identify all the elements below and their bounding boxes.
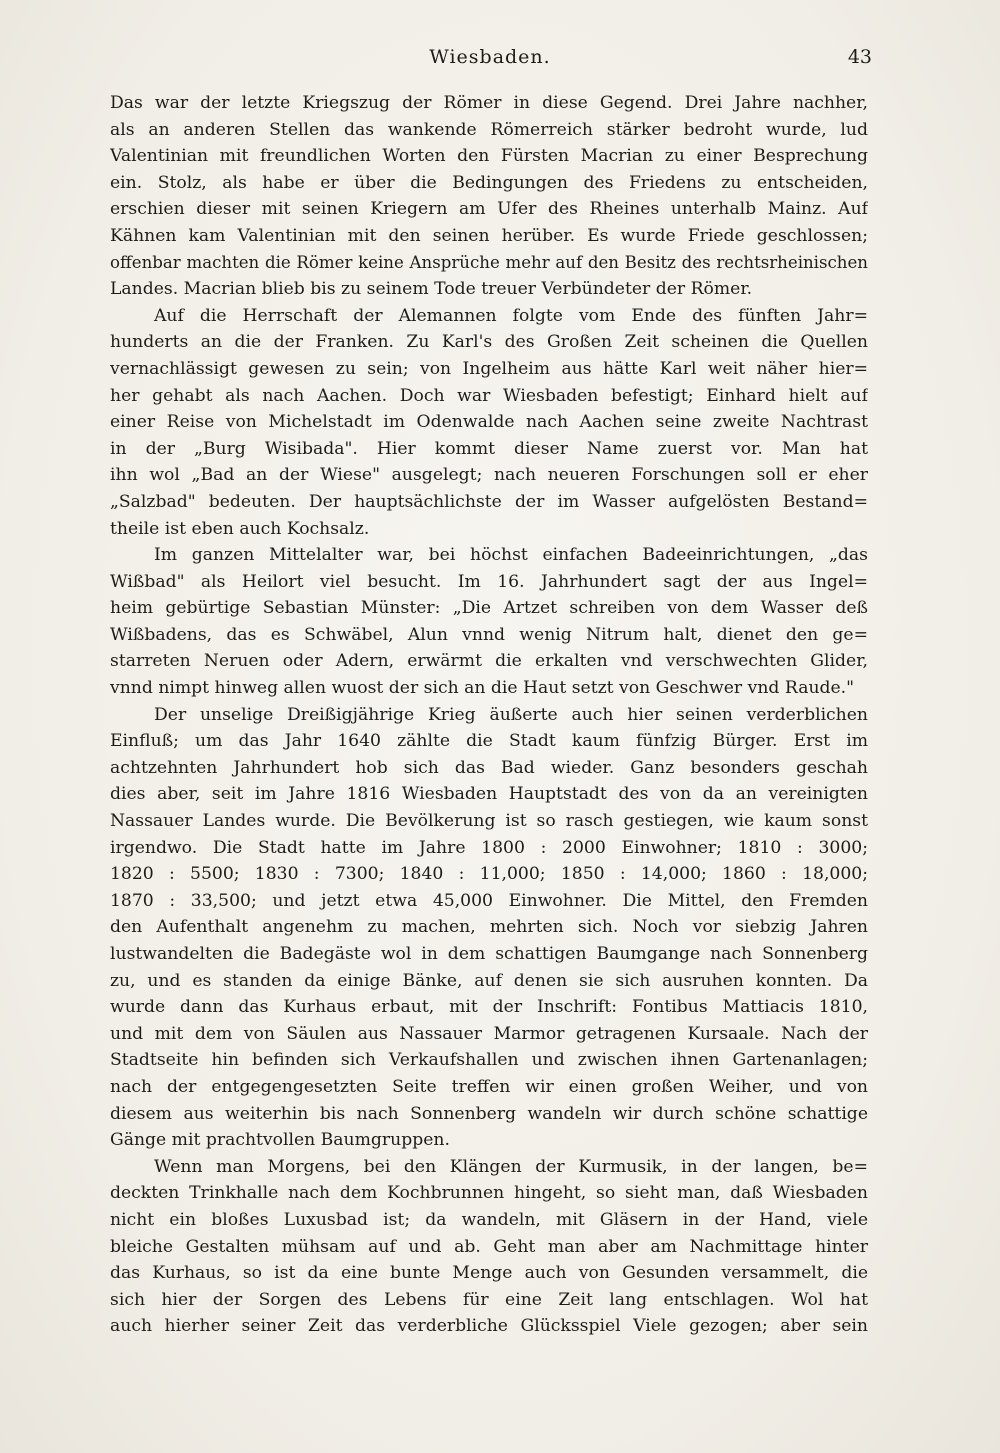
text-line: hunderts an die der Franken. Zu Karl's des Großen Zeit scheinen die Quellen	[110, 332, 868, 353]
text-line: einer Reise von Michelstadt im Odenwalde nach Aachen seine zweite Nachtrast	[110, 412, 868, 433]
page-number: 43	[847, 46, 872, 68]
text-line: lustwandelten die Badegäste wol in dem schattigen Baumgange nach Sonnenberg	[110, 944, 868, 964]
text-line: auch hierher seiner Zeit das verderbliche Glücksspiel Viele gezogen; aber sein	[110, 1316, 868, 1337]
text-line: vernachlässigt gewesen zu sein; von Ingelheim aus hätte Karl weit näher hier=	[110, 358, 868, 379]
text-line: bleiche Gestalten mühsam auf und ab. Geht man aber am Nachmittage hinter	[110, 1236, 868, 1257]
text-line: 1870 : 33,500; und jetzt etwa 45,000 Einwohner. Die Mittel, den Fremden	[110, 890, 868, 911]
text-line: in der „Burg Wisibada". Hier kommt dieser Name zuerst vor. Man hat	[110, 438, 868, 459]
text-line: her gehabt als nach Aachen. Doch war Wiesbaden befestigt; Einhard hielt auf	[110, 385, 868, 406]
text-line: das Kurhaus, so ist da eine bunte Menge auch von Gesunden versammelt, die	[110, 1263, 868, 1284]
text-line: ein. Stolz, als habe er über die Bedingungen des Friedens zu entscheiden,	[110, 172, 868, 193]
text-line: offenbar machten die Römer keine Ansprüche mehr auf den Besitz des rechtsrheinischen	[110, 252, 868, 272]
text-line: Einfluß; um das Jahr 1640 zählte die Stadt kaum fünfzig Bürger. Erst im	[110, 731, 868, 752]
text-line: Kähnen kam Valentinian mit den seinen herüber. Es wurde Friede geschlossen;	[110, 225, 868, 246]
text-line: Das war der letzte Kriegszug der Römer in diese Gegend. Drei Jahre nachher,	[110, 93, 868, 113]
text-line: erschien dieser mit seinen Kriegern am Ufer des Rheines unterhalb Mainz. Auf	[110, 199, 868, 220]
text-line: Im ganzen Mittelalter war, bei höchst einfachen Badeeinrichtungen, „das	[154, 545, 868, 566]
text-line: zu, und es standen da einige Bänke, auf denen sie sich ausruhen konnten. Da	[110, 970, 868, 991]
text-line: dies aber, seit im Jahre 1816 Wiesbaden Hauptstadt des von da an vereinigten	[110, 784, 868, 805]
text-line: wurde dann das Kurhaus erbaut, mit der Inschrift: Fontibus Mattiacis 1810,	[110, 997, 868, 1018]
running-title: Wiesbaden.	[429, 46, 551, 68]
text-line: Der unselige Dreißigjährige Krieg äußerte auch hier seinen verderblichen	[154, 704, 868, 725]
text-line: diesem aus weiterhin bis nach Sonnenberg wandeln wir durch schöne schattige	[110, 1103, 868, 1124]
running-head	[100, 46, 880, 76]
text-line: Gänge mit prachtvollen Baumgruppen.	[110, 1130, 450, 1151]
text-line: irgendwo. Die Stadt hatte im Jahre 1800 : 2000 Einwohner; 1810 : 3000;	[110, 837, 868, 858]
text-line: sich hier der Sorgen des Lebens für eine Zeit lang entschlagen. Wol hat	[110, 1289, 868, 1310]
text-line: und mit dem von Säulen aus Nassauer Marmor getragenen Kursaale. Nach der	[110, 1023, 868, 1044]
text-line: Auf die Herrschaft der Alemannen folgte vom Ende des fünften Jahr=	[154, 305, 868, 326]
text-line: vnnd nimpt hinweg allen wuost der sich an die Haut setzt von Geschwer vnd Raude."	[110, 678, 855, 699]
text-line: starreten Neruen oder Adern, erwärmt die erkalten vnd verschwechten Glider,	[110, 651, 868, 672]
text-line: Stadtseite hin befinden sich Verkaufshallen und zwischen ihnen Gartenanlagen;	[110, 1050, 868, 1071]
text-line: als an anderen Stellen das wankende Römerreich stärker bedroht wurde, lud	[110, 119, 868, 140]
text-line: Nassauer Landes wurde. Die Bevölkerung ist so rasch gestiegen, wie kaum sonst	[110, 811, 868, 832]
text-line: „Salzbad" bedeuten. Der hauptsächlichste der im Wasser aufgelösten Bestand=	[110, 491, 868, 512]
text-line: achtzehnten Jahrhundert hob sich das Bad wieder. Ganz besonders geschah	[110, 757, 868, 778]
text-line: Landes. Macrian blieb bis zu seinem Tode treuer Verbündeter der Römer.	[110, 279, 753, 300]
text-line: heim gebürtige Sebastian Münster: „Die Artzet schreiben von dem Wasser deß	[110, 598, 868, 619]
text-line: nicht ein bloßes Luxusbad ist; da wandeln, mit Gläsern in der Hand, viele	[110, 1209, 868, 1230]
text-line: Wißbad" als Heilort viel besucht. Im 16. Jahrhundert sagt der aus Ingel=	[110, 571, 868, 592]
text-line: den Aufenthalt angenehm zu machen, mehrten sich. Noch vor siebzig Jahren	[110, 917, 868, 938]
text-line: theile ist eben auch Kochsalz.	[110, 518, 370, 539]
text-line: ihn wol „Bad an der Wiese" ausgelegt; nach neueren Forschungen soll er eher	[110, 465, 868, 486]
text-line: deckten Trinkhalle nach dem Kochbrunnen hingeht, so sieht man, daß Wiesbaden	[110, 1183, 868, 1204]
text-line: nach der entgegengesetzten Seite treffen wir einen großen Weiher, und von	[110, 1076, 868, 1097]
text-line: Wenn man Morgens, bei den Klängen der Kurmusik, in der langen, be=	[154, 1156, 868, 1177]
text-line: Valentinian mit freundlichen Worten den Fürsten Macrian zu einer Besprechung	[110, 146, 868, 167]
text-line: 1820 : 5500; 1830 : 7300; 1840 : 11,000; 1850 : 14,000; 1860 : 18,000;	[110, 864, 868, 885]
body-text	[110, 90, 868, 1340]
text-line: Wißbadens, das es Schwäbel, Alun vnnd wenig Nitrum halt, dienet den ge=	[110, 624, 868, 645]
